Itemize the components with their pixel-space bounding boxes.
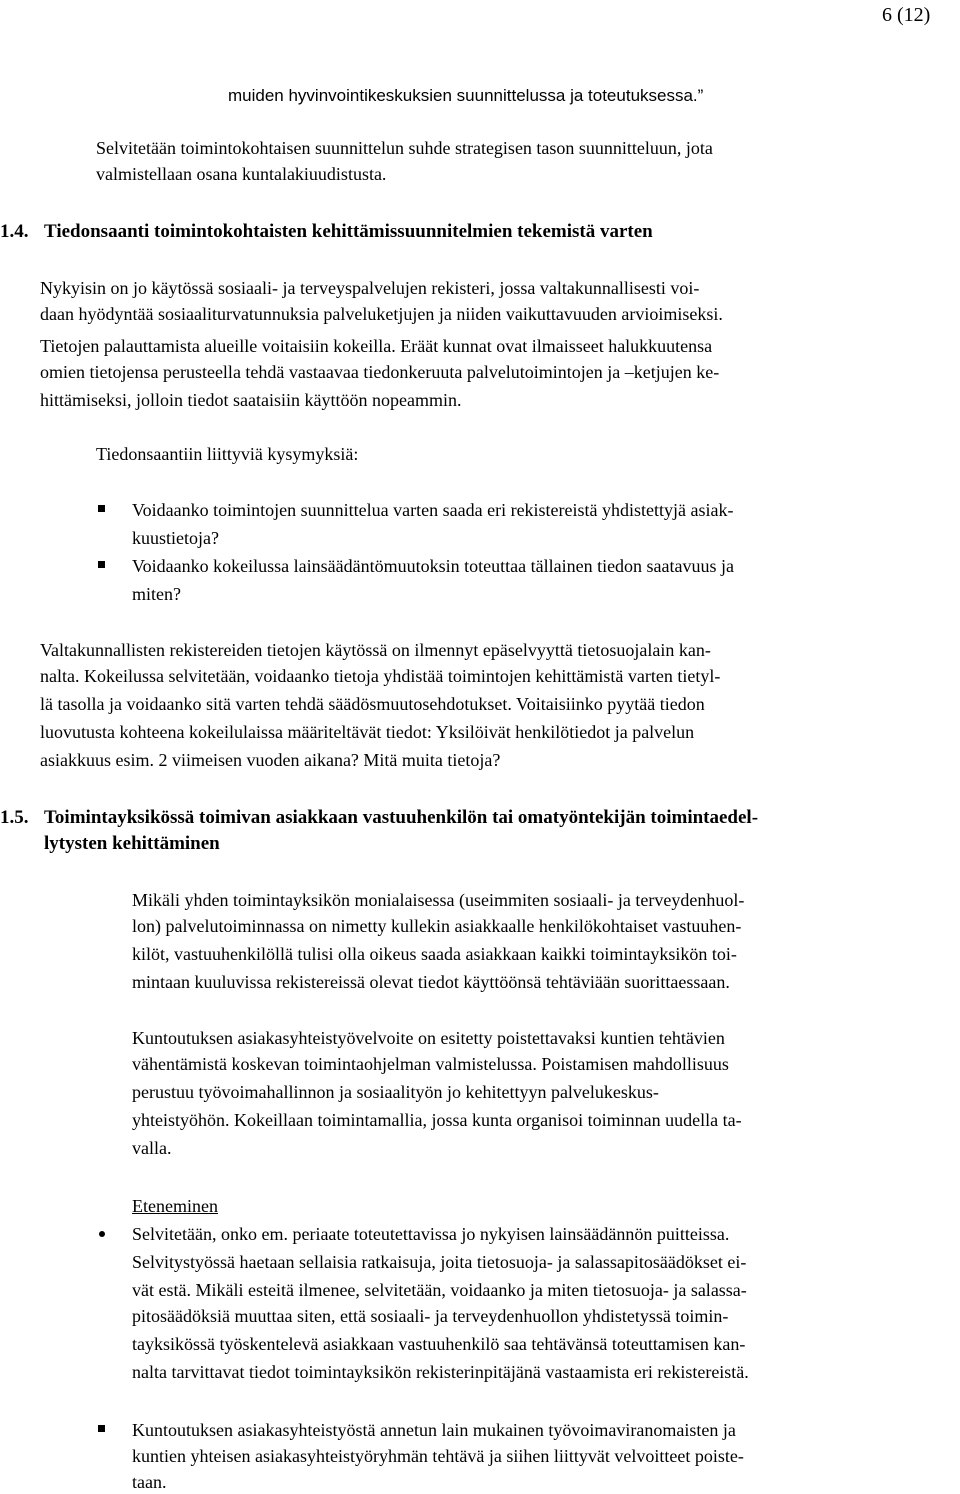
eteneminen-heading: Eteneminen [132, 1196, 218, 1216]
paragraph-line: Kuntoutuksen asiakasyhteistyövelvoite on esitetty poistettavaksi kuntien tehtävien [132, 1028, 725, 1048]
paragraph-line: mintaan kuuluvissa rekistereissä olevat tiedot käyttöönsä tehtäviään suorittaessaan. [132, 972, 730, 992]
section-number: 1.5. [0, 807, 29, 828]
paragraph-line: yhteistyöhön. Kokeillaan toimintamallia, jossa kunta organisoi toiminnan uudella ta- [132, 1110, 742, 1130]
paragraph-line: Mikäli yhden toimintayksikön monialaisessa (useimmiten sosiaali- ja terveydenhuol- [132, 890, 745, 910]
questions-intro: Tiedonsaantiin liittyviä kysymyksiä: [96, 444, 359, 464]
square-bullet-icon [98, 505, 105, 512]
paragraph-line: lon) palvelutoiminnassa on nimetty kullekin asiakkaalle henkilökohtaiset vastuuhen- [132, 916, 742, 936]
paragraph-line: valla. [132, 1138, 172, 1158]
question-line: kuustietoja? [132, 528, 219, 548]
question-line: Voidaanko kokeilussa lainsäädäntömuutoksin toteuttaa tällainen tiedon saatavuus ja [132, 556, 735, 576]
paragraph-line: daan hyödyntää sosiaaliturvatunnuksia palveluketjujen ja niiden vaikuttavuuden arvioimiseksi. [40, 304, 723, 324]
paragraph-line: asiakkuus esim. 2 viimeisen vuoden aikana? Mitä muita tietoja? [40, 750, 501, 770]
intro-line: valmistellaan osana kuntalakiuudistusta. [96, 164, 387, 184]
paragraph-line: omien tietojensa perusteella tehdä vastaavaa tiedonkeruuta palvelutoimintojen ja –ketjujen ke- [40, 362, 720, 382]
page-number: 6 (12) [882, 4, 931, 26]
list-item-line: pitosäädöksiä muuttaa siten, että sosiaali- ja terveydenhuollon yhdistetyssä toimin- [132, 1306, 729, 1326]
section-heading: Tiedonsaanti toimintokohtaisten kehittämissuunnitelmien tekemistä varten [44, 221, 653, 242]
list-item-line: vät estä. Mikäli esteitä ilmenee, selvitetään, voidaanko ja miten tietosuoja- ja salassa- [132, 1280, 747, 1300]
intro-line: Selvitetään toimintokohtaisen suunnittelun suhde strategisen tason suunnitteluun, jota [96, 138, 713, 158]
intro-line: muiden hyvinvointikeskuksien suunnittelussa ja toteutuksessa.” [228, 86, 704, 105]
list-item-line: Kuntoutuksen asiakasyhteistyöstä annetun lain mukainen työvoimaviranomaisten ja [132, 1420, 736, 1440]
paragraph-line: Nykyisin on jo käytössä sosiaali- ja terveyspalvelujen rekisteri, jossa valtakunnallisesti voi- [40, 278, 700, 298]
square-bullet-icon [98, 561, 105, 568]
paragraph-line: nalta. Kokeilussa selvitetään, voidaanko tietoja yhdistää toimintojen kehittämistä varten tietyl- [40, 666, 721, 686]
question-line: miten? [132, 584, 181, 604]
section-number: 1.4. [0, 221, 29, 242]
section-heading: Toimintayksikössä toimivan asiakkaan vastuuhenkilön tai omatyöntekijän toimintaedel- [44, 807, 759, 828]
list-item-line: Selvitetään, onko em. periaate toteutettavissa jo nykyisen lainsäädännön puitteissa. [132, 1224, 730, 1244]
paragraph-line: hittämiseksi, jolloin tiedot saataisiin käyttöön nopeammin. [40, 390, 462, 410]
list-item-line: nalta tarvittavat tiedot toimintayksikön rekisterinpitäjänä vastaamista eri rekistereistä. [132, 1362, 749, 1382]
list-item-line: tayksikössä työskentelevä asiakkaan vastuuhenkilö saa tehtävänsä toteuttamisen kan- [132, 1334, 746, 1354]
square-bullet-icon [98, 1425, 105, 1432]
list-item-line: taan. [132, 1472, 167, 1492]
paragraph-line: perustuu työvoimahallinnon ja sosiaalityön jo kehitettyyn palvelukeskus- [132, 1082, 659, 1102]
paragraph-line: Tietojen palauttamista alueille voitaisiin kokeilla. Eräät kunnat ovat ilmaisseet halukkuutensa [40, 336, 713, 356]
paragraph-line: lä tasolla ja voidaanko sitä varten tehdä säädösmuutosehdotukset. Voitaisiinko pyytää tiedon [40, 694, 705, 714]
paragraph-line: vähentämistä koskevan toimintaohjelman valmistelussa. Poistamisen mahdollisuus [132, 1054, 729, 1074]
question-line: Voidaanko toimintojen suunnittelua varten saada eri rekistereistä yhdistettyjä asiak- [132, 500, 734, 520]
list-item-line: Selvitystyössä haetaan sellaisia ratkaisuja, joita tietosuoja- ja salassapitosäädökset ei- [132, 1252, 747, 1272]
round-bullet-icon [99, 1231, 105, 1237]
section-heading: lytysten kehittäminen [44, 833, 220, 854]
paragraph-line: luovutusta kohteena kokeilulaissa määriteltävät tiedot: Yksilöivät henkilötiedot ja palvelun [40, 722, 695, 742]
paragraph-line: Valtakunnallisten rekistereiden tietojen käytössä on ilmennyt epäselvyyttä tietosuojalain kan- [40, 640, 711, 660]
list-item-line: kuntien yhteisen asiakasyhteistyöryhmän tehtävä ja siihen liittyvät velvoitteet poiste- [132, 1446, 744, 1466]
paragraph-line: kilöt, vastuuhenkilöllä tulisi olla oikeus saada asiakkaan kaikki toimintayksikön toi- [132, 944, 737, 964]
